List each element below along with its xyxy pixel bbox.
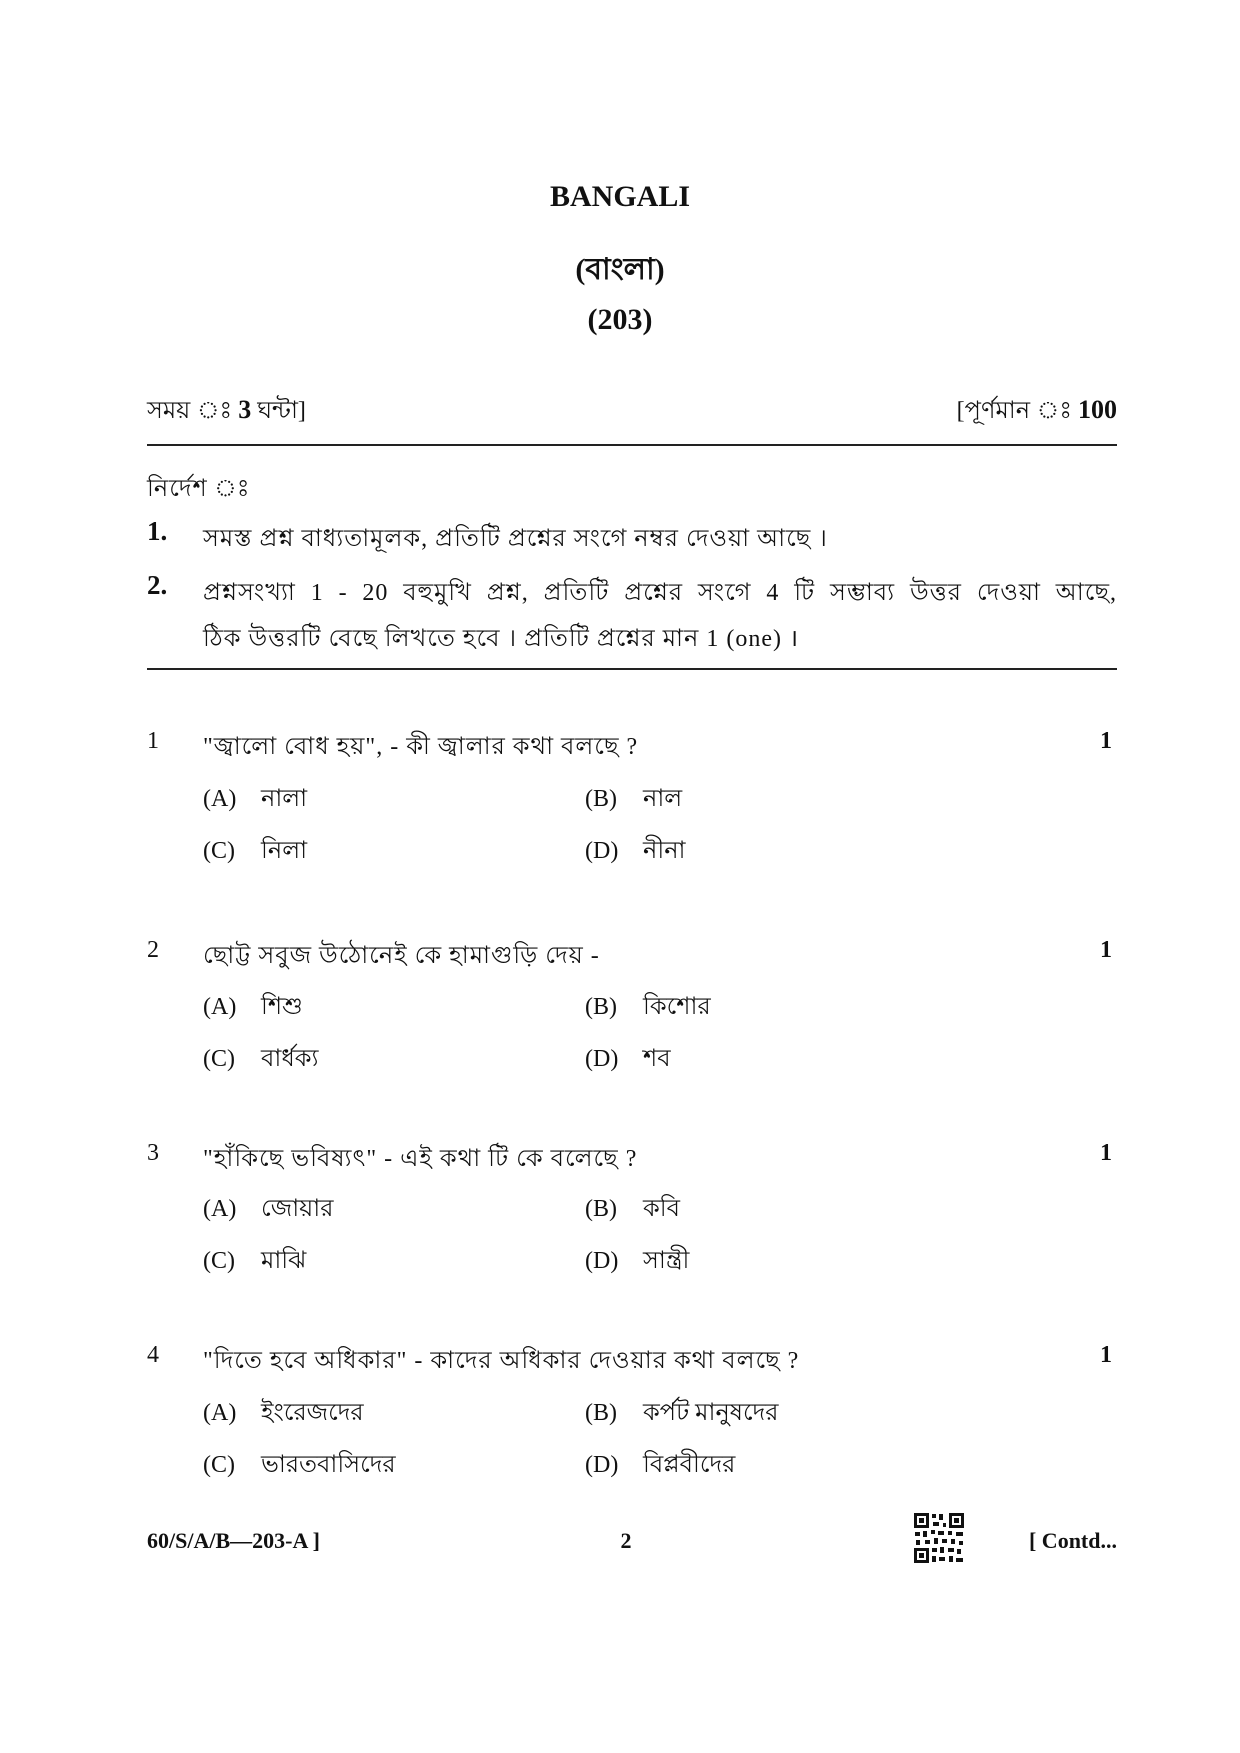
instructions-heading: নির্দেশ ঃ [147,476,251,502]
option-b: (B) কবি [585,1196,681,1222]
question-number: 3 [147,1140,159,1166]
option-b: (B) কিশোর [585,994,711,1020]
question-marks: 1 [1100,1140,1112,1166]
question-marks: 1 [1100,1342,1112,1368]
question-text: "দিতে হবে অধিকার" - কাদের অধিকার দেওয়ার কথা বলছে ? [203,1348,800,1374]
instruction-number: 2. [147,570,168,600]
continued-label: [ Contd... [1028,1528,1117,1553]
divider [147,668,1117,670]
time-value: 3 [238,395,252,424]
question-text: "জ্বালো বোধ হয়", - কী জ্বালার কথা বলছে ? [203,734,639,760]
option-a: (A) জোয়ার [203,1196,334,1222]
option-c: (C) নিলা [203,838,308,864]
option-b: (B) নাল [585,786,683,812]
option-d: (D) সান্ত্রী [585,1248,690,1274]
option-d: (D) নীনা [585,838,686,864]
marks-label: [পূর্ণমান ঃ [956,398,1072,424]
question-number: 1 [147,728,159,754]
divider [147,444,1117,446]
question-text: "হাঁকিছে ভবিষ্যৎ" - এই কথা টি কে বলেছে ? [203,1146,638,1172]
option-d: (D) বিপ্লবীদের [585,1452,736,1478]
instruction-text: সমস্ত প্রশ্ন বাধ্যতামূলক, প্রতিটি প্রশ্নের সংগে নম্বর দেওয়া আছে । [203,526,828,552]
question-marks: 1 [1100,728,1112,754]
paper-code: 60/S/A/B—203-A ] [147,1528,320,1553]
option-c: (C) বার্ধক্য [203,1046,319,1072]
question-text: ছোট্ট সবুজ উঠোনেই কে হামাগুড়ি দেয় - [203,943,600,969]
marks-info [957,392,1117,432]
option-b: (B) কর্পট মানুষদের [585,1400,779,1426]
option-c: (C) ভারতবাসিদের [203,1452,396,1478]
option-a: (A) নালা [203,786,308,812]
question-marks: 1 [1100,937,1112,963]
instruction-number: 1. [147,516,168,546]
subject-bengali-title: (বাংলা) [575,253,665,286]
instruction-text: ঠিক উত্তরটি বেছে লিখতে হবে । প্রতিটি প্রশ্নের মান 1 (one) । [203,626,800,652]
option-d: (D) শব [585,1046,671,1072]
subject-code: (203) [587,303,653,336]
page-number: 2 [620,1528,632,1553]
question-number: 4 [147,1342,159,1368]
marks-value: 100 [1078,395,1117,424]
option-c: (C) মাঝি [203,1248,307,1274]
time-unit: ঘন্টা] [257,398,306,424]
option-a: (A) ইংরেজদের [203,1400,364,1426]
time-info [147,392,306,432]
time-label: সময় ঃ [147,398,233,424]
subject-title: BANGALI [549,180,691,213]
question-number: 2 [147,937,159,963]
instruction-text: প্রশ্নসংখ্যা 1 - 20 বহুমুখি প্রশ্ন, প্রতিটি প্রশ্নের সংগে 4 টি সম্ভাব্য উত্তর দেওয়া আছে, [203,580,1117,606]
option-a: (A) শিশু [203,994,303,1020]
qr-code-icon [913,1512,965,1564]
